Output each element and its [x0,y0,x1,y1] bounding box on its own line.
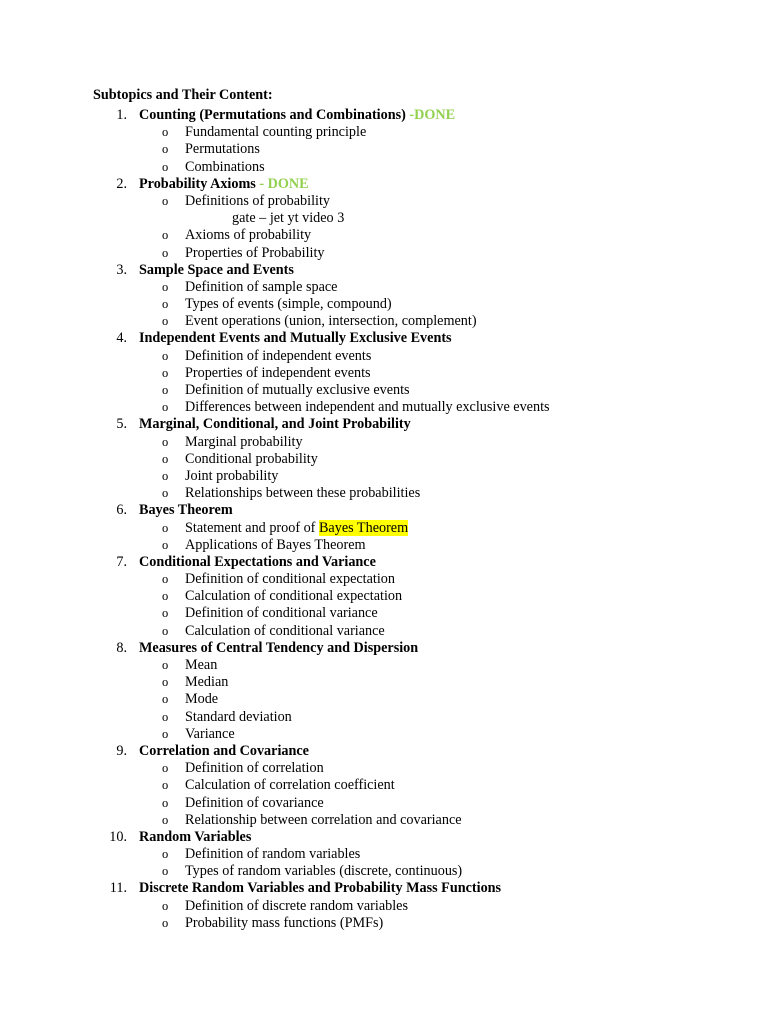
subtopic-item [0,245,768,262]
bullet-marker: o [162,675,169,690]
subtopic-label: Definition of mutually exclusive events [185,382,410,398]
topic-row [0,554,768,571]
subtopic-item [0,863,768,880]
subtopic-item [0,193,768,210]
subtopic-text [185,382,410,399]
subtopic-text [185,863,462,880]
subtopic-item [0,588,768,605]
bullet-marker: o [162,778,169,793]
subtopic-text [185,537,366,554]
bullet-marker: o [162,468,169,483]
subtopic-text [185,846,360,863]
subtopic-item [0,348,768,365]
subtopic-label: Definition of independent events [185,347,372,364]
topic-number: 11. [109,880,127,897]
subtopic-label: Calculation of correlation coefficient [185,777,395,794]
topic-number: 6. [116,502,127,519]
subtopic-label: Definition of conditional expectation [185,571,395,588]
subtopic-text [185,485,420,502]
subtopic-item [0,159,768,176]
subtopic-text [185,193,330,210]
bullet-marker: o [162,125,169,140]
bullet-marker: o [162,761,169,776]
subtopic-label: Median [185,674,229,691]
subtopic-item [0,296,768,313]
subtopic-label: Definition of discrete random variables [185,897,408,914]
subtopic-text [185,434,303,451]
subtopic-label: Properties of independent events [185,364,371,381]
subtopic-item [0,726,768,743]
subtopic-text [185,726,235,743]
subtopic-label: Definition of correlation [185,760,324,777]
bullet-marker: o [162,434,169,449]
topic-title [139,640,418,657]
topic-title-text: Counting (Permutations and Combinations) [139,107,406,123]
topic-title [139,554,376,571]
subtopic-item [0,795,768,812]
subtopic-item [0,898,768,915]
topic-row [0,107,768,124]
subtopic-item [0,777,768,794]
subtopic-label: Definition of random variables [185,846,361,863]
topic-row [0,829,768,846]
topic-row [0,880,768,897]
subtopic-item [0,124,768,141]
topic-number: 9. [116,742,127,759]
subtopic-label: Combinations [185,158,265,175]
subtopic-label: Fundamental counting principle [185,124,367,141]
topic-title [139,176,309,193]
subtopic-label: Variance [185,725,235,742]
subtopic-text [185,709,292,726]
bullet-marker: o [162,812,169,827]
bullet-marker: o [162,658,169,672]
bullet-marker: o [162,847,169,862]
bullet-marker: o [162,245,169,260]
topic-row [0,330,768,347]
topic-title [139,262,294,279]
topic-row [0,176,768,193]
subtopic-item [0,141,768,158]
bullet-marker: o [162,606,169,621]
bullet-marker: o [162,589,169,604]
topic-number: 5. [116,416,127,433]
subtopic-label: Conditional probability [185,450,318,467]
bullet-marker: o [162,228,169,243]
subtopic-text [185,159,265,176]
topic-number: 4. [116,330,127,347]
bullet-marker: o [162,279,169,294]
subtopic-text [185,588,402,605]
subtopic-text [185,571,395,588]
topic-title [139,829,251,846]
topic-title [139,330,452,347]
bullet-marker: o [162,692,169,707]
bullet-marker: o [162,142,169,157]
subtopic-label: Definitions of probability [185,192,331,209]
subtopic-item [0,915,768,932]
subtopic-item [0,605,768,622]
subtopic-item [0,571,768,588]
subtopic-text [185,623,385,640]
subtopic-item [0,709,768,726]
subtopic-text [185,812,462,829]
bullet-marker: o [162,726,169,741]
highlighted-text: Bayes Theorem [318,519,409,536]
page-heading: Subtopics and Their Content: [93,87,273,103]
subtopic-item [0,227,768,244]
bullet-marker: o [162,159,169,174]
subtopic-label: Types of random variables (discrete, continuous) [185,863,463,880]
subtopic-text [185,898,408,915]
topic-number: 2. [116,175,127,192]
topic-title-text: Measures of Central Tendency and Dispersion [139,639,419,656]
subtopic-label: Permutations [185,141,260,158]
bullet-marker: o [162,898,169,913]
subtopic-text [185,124,366,141]
subtopic-text [185,141,260,158]
topic-list [0,107,768,932]
subtopic-item [0,382,768,399]
subtopic-text [185,674,228,691]
bullet-marker: o [162,365,169,380]
subtopic-text [185,313,477,330]
subtopic-item [0,691,768,708]
topic-number: 1. [116,107,127,123]
subtopic-text [185,279,337,296]
topic-row [0,743,768,760]
subtopic-label: Properties of Probability [185,244,325,261]
topic-title [139,502,233,519]
subtopic-text [185,451,318,468]
subtopic-label: Relationship between correlation and covariance [185,811,462,828]
subtopic-label: Event operations (union, intersection, complement) [185,313,477,330]
bullet-marker: o [162,451,169,466]
subtopic-label: Differences between independent and mutually exclusive events [185,399,550,416]
subtopic-text [185,399,550,416]
topic-title-text: Marginal, Conditional, and Joint Probability [139,416,411,433]
subtopic-text [185,296,392,313]
subtopic-text [185,348,371,365]
bullet-marker: o [162,623,169,638]
topic-title-text: Independent Events and Mutually Exclusive Events [139,330,452,347]
topic-number: 8. [116,639,127,656]
topic-title [139,743,309,760]
topic-row [0,640,768,657]
topic-title [139,416,411,433]
topic-row [0,502,768,519]
subtopic-label: Mode [185,691,219,708]
note-line [0,210,768,227]
bullet-marker: o [162,709,169,724]
subtopic-item [0,313,768,330]
subtopic-text [185,365,371,382]
subtopic-label: Marginal probability [185,433,303,450]
topic-title [139,107,455,124]
subtopic-item [0,520,768,537]
topic-number: 7. [116,553,127,570]
subtopic-label: Probability mass functions (PMFs) [185,914,384,931]
subtopic-label: Statement and proof of [185,519,319,536]
topic-title-text: Random Variables [139,828,252,845]
subtopic-text [185,657,217,674]
subtopic-text [185,777,395,794]
topic-row [0,416,768,433]
bullet-marker: o [162,486,169,501]
topic-row [0,262,768,279]
note-text: gate – jet yt video 3 [232,210,345,227]
topic-title-text: Conditional Expectations and Variance [139,553,376,570]
topic-number: 3. [116,261,127,278]
topic-title-text: Probability Axioms [139,175,256,192]
bullet-marker: o [162,572,169,587]
bullet-marker: o [162,537,169,552]
bullet-marker: o [162,193,169,208]
subtopic-label: Joint probability [185,467,279,484]
subtopic-item [0,468,768,485]
subtopic-label: Definition of sample space [185,278,338,295]
subtopic-text [185,760,324,777]
subtopic-label: Calculation of conditional expectation [185,588,403,605]
subtopic-label: Definition of covariance [185,794,324,811]
topic-title-text: Discrete Random Variables and Probability Mass Functions [139,880,502,897]
topic-title-text: Correlation and Covariance [139,742,309,759]
bullet-marker: o [162,915,169,930]
subtopic-text [185,227,311,244]
subtopic-item [0,485,768,502]
subtopic-item [0,623,768,640]
subtopic-item [0,537,768,554]
subtopic-text [185,245,325,262]
subtopic-item [0,279,768,296]
subtopic-label: Applications of Bayes Theorem [185,536,366,553]
subtopic-item [0,657,768,674]
subtopic-label: Definition of conditional variance [185,605,378,622]
subtopic-item [0,812,768,829]
subtopic-text [185,520,408,537]
subtopic-label: Calculation of conditional variance [185,622,385,639]
bullet-marker: o [162,383,169,397]
subtopic-item [0,674,768,691]
subtopic-label: Mean [185,657,218,673]
topic-number: 10. [109,828,127,845]
bullet-marker: o [162,864,169,879]
bullet-marker: o [162,314,169,329]
bullet-marker: o [162,520,169,535]
subtopic-item [0,434,768,451]
subtopic-text [185,915,383,932]
subtopic-text [185,468,278,485]
subtopic-text [185,795,324,812]
subtopic-text [185,605,378,622]
subtopic-label: Standard deviation [185,708,292,725]
bullet-marker: o [162,297,169,312]
bullet-marker: o [162,795,169,810]
topic-title-text: Bayes Theorem [139,502,233,519]
done-marker: - DONE [255,175,309,192]
topic-title-text: Sample Space and Events [139,261,294,278]
subtopic-item [0,760,768,777]
subtopic-item [0,365,768,382]
bullet-marker: o [162,348,169,363]
done-marker: -DONE [405,107,456,123]
bullet-marker: o [162,400,169,415]
subtopic-label: Axioms of probability [185,227,312,244]
subtopic-label: Relationships between these probabilities [185,485,421,502]
subtopic-item [0,451,768,468]
subtopic-label: Types of events (simple, compound) [185,296,392,313]
subtopic-item [0,846,768,863]
topic-title [139,880,501,897]
subtopic-item [0,399,768,416]
subtopic-text [185,691,218,708]
